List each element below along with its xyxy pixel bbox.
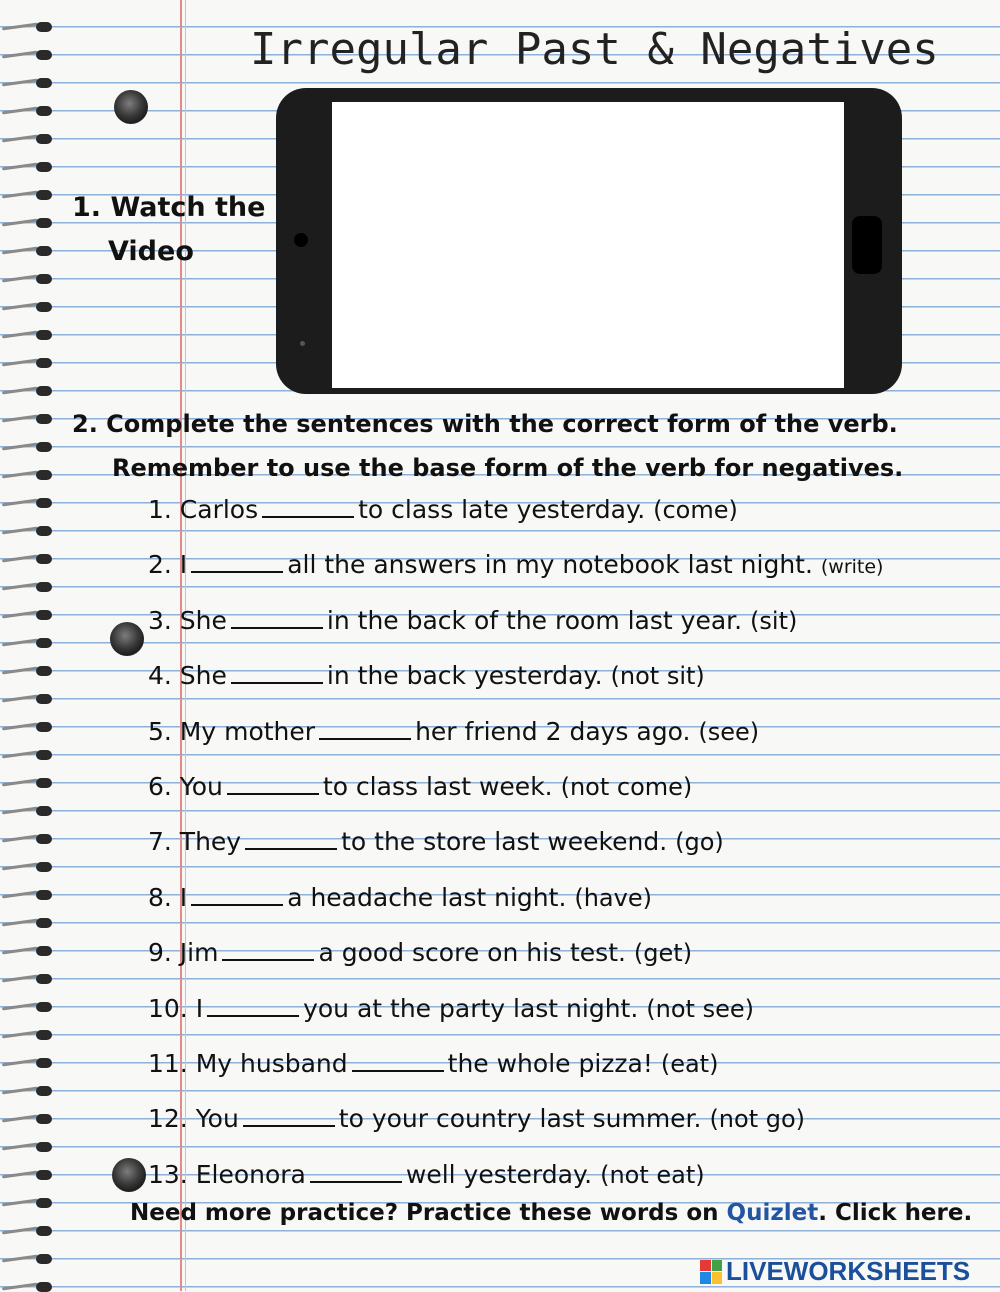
verb-hint: (not go) (709, 1105, 806, 1134)
coil-wire (2, 583, 38, 591)
spiral-coil (2, 1030, 54, 1040)
spiral-coil (2, 918, 54, 928)
item-subject: 7. They (148, 827, 242, 857)
spiral-coil (2, 694, 54, 704)
punch-hole (114, 90, 148, 124)
exercise-item (148, 876, 883, 931)
item-rest: to your country last summer. (338, 1104, 702, 1134)
spiral-coil (2, 302, 54, 312)
coil-hole (36, 1058, 52, 1068)
coil-hole (36, 190, 52, 200)
spiral-coil (2, 50, 54, 60)
spiral-coil (2, 106, 54, 116)
item-rest: you at the party last night. (303, 993, 639, 1023)
spiral-coil (2, 750, 54, 760)
verb-hint: (get) (633, 939, 693, 968)
spiral-coil (2, 946, 54, 956)
exercise-item (148, 710, 883, 765)
spiral-coil (2, 1058, 54, 1068)
answer-blank[interactable] (243, 1101, 335, 1127)
answer-blank[interactable] (222, 935, 314, 961)
spiral-coil (2, 1254, 54, 1264)
coil-hole (36, 890, 52, 900)
practice-note (130, 1200, 972, 1226)
coil-wire (2, 667, 38, 675)
coil-wire (2, 639, 38, 647)
coil-wire (2, 359, 38, 367)
phone-sensor-icon (300, 341, 305, 346)
coil-wire (2, 723, 38, 731)
coil-wire (2, 1283, 38, 1291)
step2-line2: Remember to use the base form of the verb for negatives. (112, 454, 904, 482)
liveworksheets-brand (700, 1256, 970, 1287)
item-rest: the whole pizza! (447, 1048, 653, 1078)
coil-wire (2, 695, 38, 703)
item-subject: 11. My husband (148, 1048, 348, 1078)
coil-wire (2, 1059, 38, 1067)
coil-hole (36, 834, 52, 844)
coil-wire (2, 443, 38, 451)
coil-hole (36, 1170, 52, 1180)
verb-hint: (write) (820, 556, 884, 579)
spiral-coil (2, 330, 54, 340)
coil-hole (36, 162, 52, 172)
coil-wire (2, 611, 38, 619)
step1-line2: Video (108, 236, 194, 267)
logo-square (712, 1260, 723, 1272)
phone-camera-icon (294, 233, 308, 247)
phone-frame (276, 88, 902, 394)
spiral-coil (2, 582, 54, 592)
coil-wire (2, 751, 38, 759)
spiral-coil (2, 498, 54, 508)
coil-hole (36, 638, 52, 648)
exercise-item (148, 987, 883, 1042)
coil-wire (2, 415, 38, 423)
coil-wire (2, 331, 38, 339)
item-subject: 2. I (148, 550, 188, 580)
item-subject: 13. Eleonora (148, 1159, 306, 1189)
coil-wire (2, 247, 38, 255)
coil-hole (36, 442, 52, 452)
coil-wire (2, 51, 38, 59)
coil-wire (2, 163, 38, 171)
spiral-coil (2, 806, 54, 816)
verb-hint: (have) (574, 883, 652, 912)
coil-hole (36, 974, 52, 984)
spiral-coil (2, 442, 54, 452)
coil-wire (2, 835, 38, 843)
coil-hole (36, 918, 52, 928)
verb-hint: (not sit) (610, 662, 705, 691)
coil-wire (2, 275, 38, 283)
coil-wire (2, 807, 38, 815)
coil-hole (36, 1030, 52, 1040)
punch-hole (112, 1158, 146, 1192)
item-subject: 1. Carlos (148, 495, 259, 524)
verb-hint: (go) (675, 828, 724, 857)
coil-wire (2, 499, 38, 507)
spiral-coil (2, 526, 54, 536)
spiral-coil (2, 414, 54, 424)
item-rest: in the back of the room last year. (326, 605, 743, 635)
verb-hint: (not come) (560, 772, 693, 801)
step1-instruction (72, 186, 265, 274)
answer-blank[interactable] (227, 769, 319, 795)
coil-wire (2, 79, 38, 87)
verb-hint: (sit) (750, 606, 798, 635)
coil-hole (36, 1086, 52, 1096)
exercise-item (148, 1097, 883, 1152)
coil-hole (36, 470, 52, 480)
coil-hole (36, 722, 52, 732)
video-player[interactable] (332, 102, 844, 388)
spiral-coil (2, 554, 54, 564)
spiral-coil (2, 246, 54, 256)
spiral-coil (2, 218, 54, 228)
item-subject: 5. My mother (148, 716, 316, 746)
item-subject: 6. You (148, 771, 223, 801)
spiral-coil (2, 834, 54, 844)
spiral-coil (2, 1114, 54, 1124)
coil-hole (36, 666, 52, 676)
item-subject: 4. She (148, 661, 227, 691)
spiral-coil (2, 1002, 54, 1012)
spiral-coil (2, 78, 54, 88)
punch-hole (110, 622, 144, 656)
item-rest: to class late yesterday. (358, 495, 646, 524)
coil-wire (2, 891, 38, 899)
coil-wire (2, 387, 38, 395)
item-subject: 3. She (148, 605, 227, 635)
liveworksheets-logo-icon (700, 1260, 722, 1284)
logo-square (700, 1260, 711, 1272)
coil-wire (2, 1003, 38, 1011)
spiral-coil (2, 274, 54, 284)
exercise-item (148, 820, 883, 875)
item-rest: all the answers in my notebook last night. (287, 550, 813, 580)
coil-hole (36, 526, 52, 536)
quizlet-link[interactable]: Quizlet (726, 1200, 819, 1226)
coil-hole (36, 218, 52, 228)
exercise-item (148, 765, 883, 820)
coil-hole (36, 1142, 52, 1152)
coil-wire (2, 863, 38, 871)
spiral-coil (2, 386, 54, 396)
practice-text: Need more practice? Practice these words on (130, 1200, 719, 1226)
spiral-coil (2, 134, 54, 144)
spiral-coil (2, 1170, 54, 1180)
spiral-coil (2, 1142, 54, 1152)
exercise-item (148, 599, 883, 654)
coil-wire (2, 1031, 38, 1039)
coil-wire (2, 555, 38, 563)
exercise-item (148, 1042, 883, 1097)
coil-wire (2, 107, 38, 115)
exercise-list (148, 488, 883, 1208)
coil-wire (2, 975, 38, 983)
coil-wire (2, 135, 38, 143)
coil-wire (2, 1115, 38, 1123)
coil-hole (36, 246, 52, 256)
coil-hole (36, 610, 52, 620)
answer-blank[interactable] (191, 547, 283, 573)
coil-hole (36, 554, 52, 564)
spiral-coil (2, 1086, 54, 1096)
coil-wire (2, 527, 38, 535)
answer-blank[interactable] (231, 658, 323, 684)
coil-hole (36, 50, 52, 60)
answer-blank[interactable] (310, 1157, 402, 1183)
exercise-item (148, 654, 883, 709)
answer-blank[interactable] (245, 824, 337, 850)
coil-wire (2, 471, 38, 479)
item-rest: well yesterday. (405, 1159, 593, 1189)
answer-blank[interactable] (262, 492, 354, 518)
verb-hint: (not see) (646, 994, 754, 1023)
spiral-coil (2, 890, 54, 900)
logo-square (712, 1272, 723, 1284)
spiral-coil (2, 470, 54, 480)
coil-hole (36, 414, 52, 424)
item-rest: to class last week. (322, 771, 553, 801)
spiral-coil (2, 862, 54, 872)
item-rest: a good score on his test. (318, 938, 626, 968)
coil-wire (2, 1227, 38, 1235)
coil-hole (36, 778, 52, 788)
coil-hole (36, 358, 52, 368)
coil-wire (2, 1171, 38, 1179)
coil-hole (36, 694, 52, 704)
spiral-coil (2, 722, 54, 732)
verb-hint: (see) (698, 717, 760, 746)
spiral-coil (2, 358, 54, 368)
verb-hint: (not eat) (600, 1160, 705, 1189)
spiral-binding (0, 0, 60, 1291)
spiral-coil (2, 190, 54, 200)
coil-hole (36, 582, 52, 592)
coil-hole (36, 1254, 52, 1264)
coil-hole (36, 862, 52, 872)
answer-blank[interactable] (352, 1046, 444, 1072)
coil-hole (36, 302, 52, 312)
coil-wire (2, 1255, 38, 1263)
spiral-coil (2, 638, 54, 648)
coil-hole (36, 1114, 52, 1124)
coil-wire (2, 1087, 38, 1095)
exercise-item (148, 488, 883, 543)
spiral-coil (2, 162, 54, 172)
answer-blank[interactable] (231, 603, 323, 629)
coil-hole (36, 498, 52, 508)
spiral-coil (2, 1198, 54, 1208)
spiral-coil (2, 1226, 54, 1236)
item-subject: 10. I (148, 993, 204, 1023)
step1-line1: 1. Watch the (72, 192, 266, 223)
spiral-coil (2, 610, 54, 620)
answer-blank[interactable] (191, 880, 283, 906)
coil-wire (2, 947, 38, 955)
coil-wire (2, 191, 38, 199)
coil-hole (36, 330, 52, 340)
coil-hole (36, 946, 52, 956)
phone-home-button (852, 216, 882, 274)
item-rest: in the back yesterday. (326, 661, 603, 691)
coil-hole (36, 134, 52, 144)
spiral-coil (2, 22, 54, 32)
step2-line1: 2. Complete the sentences with the correct form of the verb. (72, 410, 898, 438)
exercise-item (148, 931, 883, 986)
coil-hole (36, 22, 52, 32)
coil-wire (2, 919, 38, 927)
item-rest: her friend 2 days ago. (415, 716, 691, 746)
coil-hole (36, 750, 52, 760)
logo-square (700, 1272, 711, 1284)
coil-hole (36, 1198, 52, 1208)
verb-hint: (eat) (660, 1049, 719, 1078)
coil-wire (2, 23, 38, 31)
item-subject: 8. I (148, 882, 188, 912)
brand-name: LIVEWORKSHEETS (726, 1256, 971, 1286)
coil-hole (36, 806, 52, 816)
exercise-item (148, 543, 883, 598)
coil-wire (2, 779, 38, 787)
item-rest: to the store last weekend. (341, 827, 668, 857)
answer-blank[interactable] (319, 714, 411, 740)
verb-hint: (come) (653, 496, 738, 524)
coil-hole (36, 78, 52, 88)
coil-wire (2, 1199, 38, 1207)
coil-hole (36, 386, 52, 396)
coil-hole (36, 1226, 52, 1236)
coil-hole (36, 1002, 52, 1012)
item-subject: 9. Jim (148, 938, 219, 968)
practice-click-here[interactable]: . Click here. (818, 1200, 973, 1226)
spiral-coil (2, 974, 54, 984)
coil-wire (2, 303, 38, 311)
item-rest: a headache last night. (287, 882, 567, 912)
coil-wire (2, 219, 38, 227)
coil-hole (36, 106, 52, 116)
item-subject: 12. You (148, 1104, 239, 1134)
step2-instruction (72, 402, 903, 490)
worksheet-title: Irregular Past & Negatives (250, 24, 939, 75)
coil-hole (36, 274, 52, 284)
coil-wire (2, 1143, 38, 1151)
spiral-coil (2, 666, 54, 676)
spiral-coil (2, 778, 54, 788)
answer-blank[interactable] (207, 991, 299, 1017)
